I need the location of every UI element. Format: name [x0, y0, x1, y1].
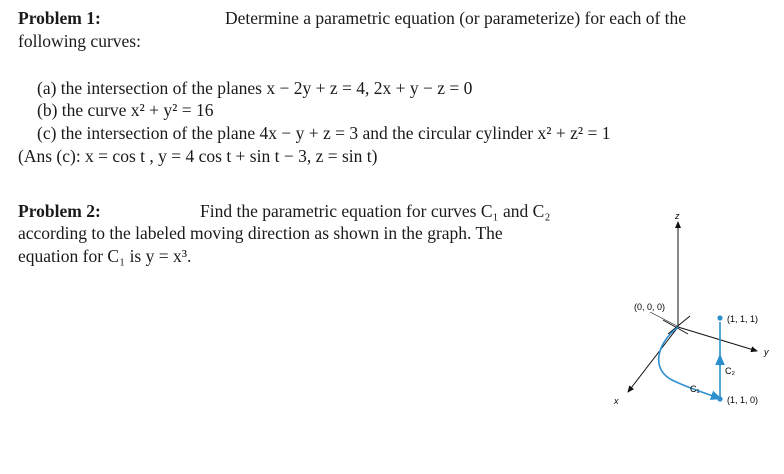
origin-leader [650, 312, 677, 326]
problem1-item-c: (c) the intersection of the plane 4x − y + z = 3 and the circular cylinder x² + z² = 1 [37, 123, 611, 143]
origin-cross-line [663, 320, 688, 334]
problem1-item-b: (b) the curve x² + y² = 16 [37, 100, 214, 120]
problem2-text-line3: equation for C₁ is y = x³. [18, 246, 192, 266]
point-1-1-1-label: (1, 1, 1) [727, 314, 759, 324]
y-axis-label: y [764, 347, 769, 357]
problem2-text-line1: Find the parametric equation for curves C₁ and C₂ [200, 201, 551, 221]
point-1-1-1 [717, 315, 722, 320]
problem1-item-a: (a) the intersection of the planes x − 2y + z = 4, 2x + y − z = 0 [37, 78, 473, 98]
problem1-label: Problem 1: [18, 8, 101, 28]
x-axis [628, 327, 678, 392]
y-axis [678, 327, 757, 351]
z-axis-label: z [675, 211, 680, 221]
problem1-intro: Determine a parametric equation (or parameterize) for each of the [225, 8, 687, 28]
curve-c1 [659, 327, 719, 398]
origin-label: (0, 0, 0) [634, 302, 666, 312]
problem1-answer: (Ans (c): x = cos t , y = 4 cos t + sin t − 3, z = sin t) [18, 146, 378, 166]
point-1-1-0 [717, 396, 722, 401]
point-1-1-0-label: (1, 1, 0) [727, 395, 759, 405]
curve-c2-label: C₂ [725, 366, 735, 376]
problem2-text-line2: according to the labeled moving direction as shown in the graph. The [18, 223, 503, 243]
problem2-label: Problem 2: [18, 201, 101, 221]
problem1-intro-cont: following curves: [18, 31, 141, 51]
x-axis-label: x [614, 396, 619, 406]
curve-c1-label: C₁ [690, 384, 700, 394]
